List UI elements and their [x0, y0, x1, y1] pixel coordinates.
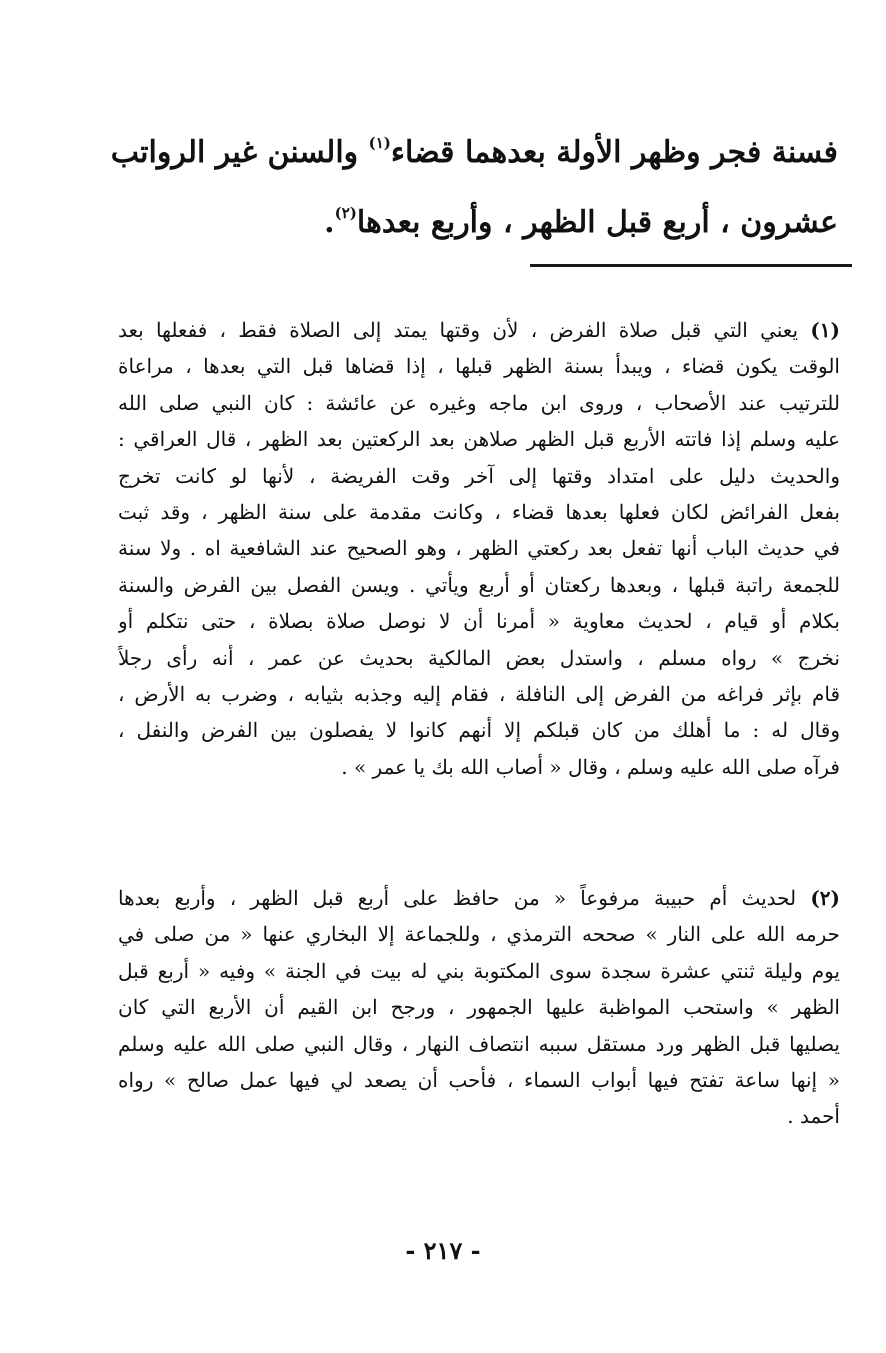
main-text-line-1: فسنة فجر وظهر الأولة بعدهما قضاء$^{(١)}$ والسنن غير الرواتب — [110, 134, 838, 170]
footnote-line: نخرج » رواه مسلم ، واستدل بعض المالكية بحديث عن عمر ، أنه رأى رجلاً — [118, 645, 840, 670]
footnote-line: والحديث دليل على امتداد وقتها إلى آخر وقت الفريضة ، لأنها لو كانت تخرج — [118, 463, 840, 488]
footnote-line: (١) يعني التي قبل صلاة الفرض ، لأن وقتها يمتد إلى الصلاة فقط ، ففعلها بعد — [118, 318, 840, 342]
footnote-line: عليه وسلم إذا فاتته الأربع قبل الظهر صلاهن بعد الركعتين بعد الظهر ، قال العراقي : — [118, 427, 840, 452]
footnote-line: يوم وليلة ثنتي عشرة سجدة سوى المكتوبة بني له بيت في الجنة » وفيه « أربع قبل — [118, 958, 840, 983]
footnote-line: يصليها قبل الظهر ورد مستقل سببه انتصاف النهار ، وقال النبي صلى الله عليه وسلم — [118, 1031, 840, 1056]
footnote-marker: (١) — [810, 318, 840, 342]
footnote-line: وقال له : ما أهلك من كان قبلكم إلا أنهم كانوا لا يفصلون بين الفرض والنفل ، — [118, 718, 840, 743]
footnote-2 — [118, 880, 840, 1135]
footnote-line: « إنها ساعة تفتح فيها أبواب السماء ، فأحب أن يصعد لي فيها عمل صالح » رواه — [118, 1068, 840, 1093]
footnote-line: الوقت يكون قضاء ، ويبدأ بسنة الظهر قبلها ، إذا قضاها قبل التي بعدها ، مراعاة — [118, 354, 840, 379]
footnote-line: بفعل الفرائض لكان فعلها بعدها قضاء ، وكانت مقدمة على سنة الظهر ، وقد ثبت — [118, 500, 840, 525]
footnote-line: حرمه الله على النار » صححه الترمذي ، وللجماعة إلا البخاري عنها « من صلى في — [118, 922, 840, 947]
main-text — [110, 118, 838, 258]
footnote-line: (٢) لحديث أم حبيبة مرفوعاً « من حافظ على أربع قبل الظهر ، وأربع بعدها — [118, 886, 840, 910]
footnote-separator — [530, 264, 852, 267]
footnote-line: أحمد . — [787, 1104, 840, 1129]
footnote-line: قام بإثر فراغه من الفرض إلى النافلة ، فقام إليه وجذبه بثيابه ، وضرب به الأرض ، — [118, 682, 840, 707]
footnote-line: للترتيب عند الأصحاب ، وروى ابن ماجه وغيره عن عائشة : كان النبي صلى الله — [118, 390, 840, 415]
footnote-ref-1[interactable]: (١) — [368, 134, 391, 152]
footnote-line: فرآه صلى الله عليه وسلم ، وقال « أصاب الله بك يا عمر » . — [341, 754, 840, 779]
footnote-line: بكلام أو قيام ، لحديث معاوية « أمرنا أن لا نوصل صلاة بصلاة ، حتى نتكلم أو — [118, 609, 840, 634]
main-text-line-2: عشرون ، أربع قبل الظهر ، وأربع بعدها$^{(٢)}$. — [324, 204, 838, 240]
footnote-ref-2[interactable]: (٢) — [334, 204, 357, 222]
footnote-line: في حديث الباب أنها تفعل بعد ركعتي الظهر ، وهو الصحيح عند الشافعية اه . ولا سنة — [118, 536, 840, 561]
page-number: - ٢١٧ - — [405, 1236, 481, 1265]
footnote-1 — [118, 312, 840, 785]
footnote-line: الظهر » واستحب المواظبة عليها الجمهور ، ورجح ابن القيم أن الأربع التي كان — [118, 995, 840, 1020]
footnote-line: للجمعة راتبة قبلها ، وبعدها ركعتان أو أربع ويأتي . ويسن الفصل بين الفرض والسنة — [118, 572, 840, 597]
footnote-marker: (٢) — [810, 886, 840, 910]
